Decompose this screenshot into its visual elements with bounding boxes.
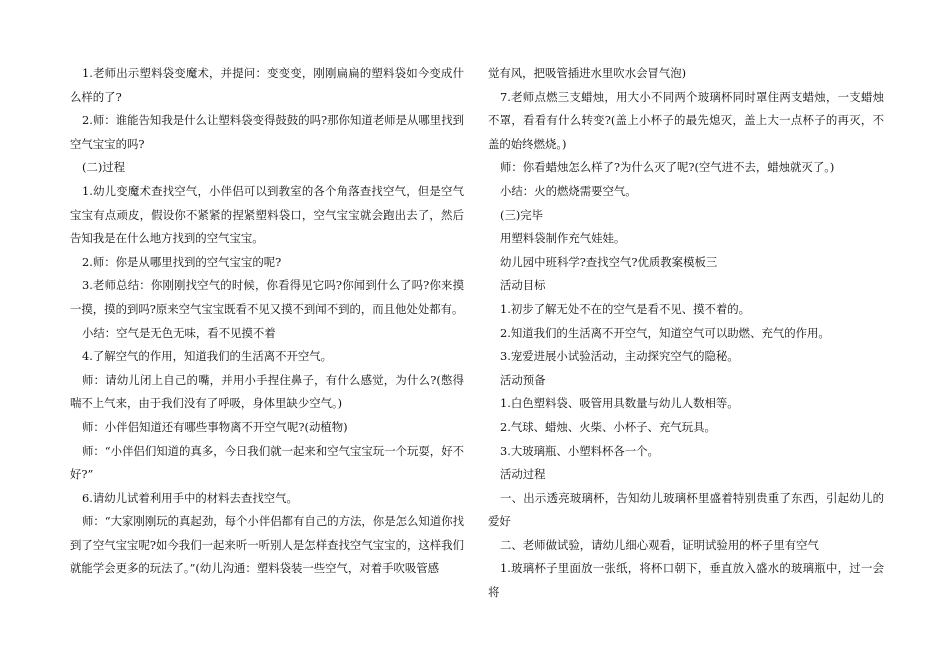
- list-item: 2.气球、蜡烛、火柴、小杯子、充气玩具。: [500, 419, 716, 434]
- paragraph: 4.了解空气的作用，知道我们的生活离不开空气。: [82, 349, 333, 364]
- paragraph: 师：小伴侣知道还有哪些事物离不开空气呢?(动植物): [82, 419, 348, 434]
- section-heading: (二)过程: [82, 160, 126, 175]
- paragraph: 用塑料袋制作充气娃娃。: [500, 231, 626, 246]
- summary-paragraph: 小结：空气是无色无味，看不见摸不着: [82, 325, 276, 340]
- document-subtitle: 幼儿园中班科学?查找空气?优质教案模板三: [500, 254, 718, 269]
- list-item: 3.大玻璃瓶、小塑料杯各一个。: [500, 443, 659, 458]
- right-text-column: [488, 62, 884, 605]
- paragraph: 3.老师总结：你刚刚找空气的时候，你看得见它吗?你闻到什么了吗?你来摸一摸，摸的到吗?原来空气宝宝既看不见又摸不到闻不到的，而且他处处都有。: [70, 278, 464, 316]
- paragraph: 一、出示透亮玻璃杯，告知幼儿玻璃杯里盛着特别贵重了东西，引起幼儿的爱好: [488, 490, 884, 529]
- section-heading: 活动过程: [500, 467, 546, 482]
- list-item: 2.知道我们的生活离不开空气，知道空气可以助燃、充气的作用。: [500, 325, 830, 340]
- paragraph: 二、老师做试验，请幼儿细心观看，证明试验用的杯子里有空气: [500, 537, 819, 552]
- left-text-column: [70, 62, 464, 581]
- paragraph: 1.玻璃杯子里面放一张纸，将杯口朝下，垂直放入盛水的玻璃瓶中，过一会将: [488, 561, 884, 600]
- list-item: 3.宠爱进展小试验活动，主动探究空气的隐秘。: [500, 349, 739, 364]
- section-heading: (三)完毕: [500, 207, 544, 222]
- paragraph-continuation: 觉有风，把吸管插进水里吹水会冒气泡): [488, 66, 687, 80]
- paragraph: 1.老师出示塑料袋变魔术，并提问：变变变，刚刚扁扁的塑料袋如今变成什么样的了?: [70, 66, 464, 104]
- paragraph: 6.请幼儿试着利用手中的材料去查找空气。: [82, 490, 298, 505]
- paragraph: 师：“小伴侣们知道的真多，今日我们就一起来和空气宝宝玩一个玩耍，好不好?”: [70, 443, 464, 482]
- list-item: 1.白色塑料袋、吸管用具数量与幼儿人数相等。: [500, 396, 739, 411]
- paragraph: 师：“大家刚刚玩的真起劲，每个小伴侣都有自己的方法，你是怎么知道你找到了空气宝宝呢?如今我们一起来听一听别人是怎样查找空气宝宝的，这样我们就能学会更多的玩法了。”(幼儿沟通：塑料袋装一些空气，对着手吹吸管感: [70, 514, 464, 576]
- paragraph: 师：请幼儿闭上自己的嘴，并用小手捏住鼻子，有什么感觉，为什么?(憋得喘不上气来，由于我们没有了呼吸，身体里缺少空气。): [70, 372, 464, 411]
- paragraph: 2.师：谁能告知我是什么让塑料袋变得鼓鼓的吗?那你知道老师是从哪里找到空气宝宝的吗?: [70, 113, 464, 151]
- paragraph: 1.幼儿变魔术查找空气，小伴侣可以到教室的各个角落查找空气，但是空气宝宝有点顽皮，假设你不紧紧的捏紧塑料袋口，空气宝宝就会跑出去了，然后告知我是在什么地方找到的空气宝宝。: [70, 183, 464, 246]
- section-heading: 活动预备: [500, 372, 546, 387]
- paragraph: 2.师：你是从哪里找到的空气宝宝的呢?: [82, 254, 282, 269]
- paragraph: 师：你看蜡烛怎么样了?为什么灭了呢?(空气进不去，蜡烛就灭了。): [500, 160, 835, 175]
- list-item: 1.初步了解无处不在的空气是看不见、摸不着的。: [500, 301, 751, 316]
- paragraph: 7.老师点燃三支蜡烛，用大小不同两个玻璃杯同时罩住两支蜡烛，一支蜡烛不罩，看看有什么转变?(盖上小杯子的最先熄灭，盖上大一点杯子的再灭，不盖的始终燃烧。): [488, 89, 884, 151]
- summary-paragraph: 小结：火的燃烧需要空气。: [500, 183, 637, 198]
- section-heading: 活动目标: [500, 278, 546, 293]
